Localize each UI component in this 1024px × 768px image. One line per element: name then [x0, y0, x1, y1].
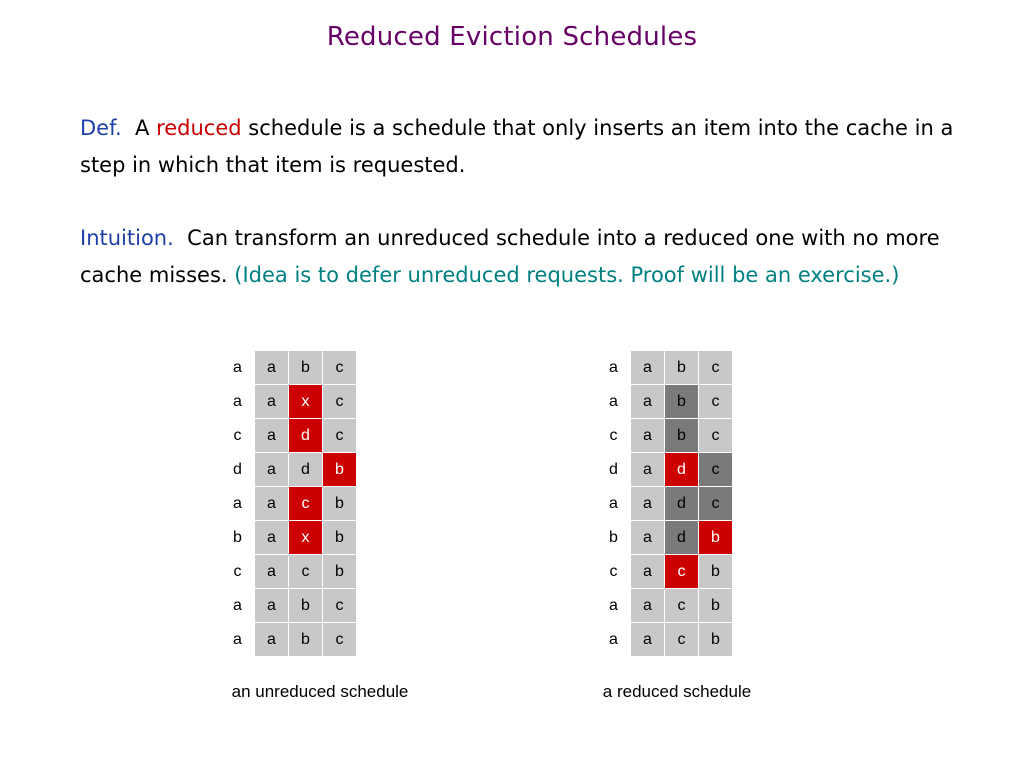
cache-cell: c — [699, 385, 733, 419]
schedule-row — [597, 589, 733, 623]
cache-cell: a — [255, 487, 289, 521]
schedule-row — [597, 385, 733, 419]
unreduced-schedule-table — [221, 350, 357, 657]
schedule-row — [597, 521, 733, 555]
definition-pre: A — [135, 116, 150, 140]
cache-cell: a — [631, 385, 665, 419]
cache-cell: c — [665, 589, 699, 623]
cache-cell: a — [255, 351, 289, 385]
slide-title: Reduced Eviction Schedules — [326, 22, 698, 52]
request-cell: d — [221, 453, 255, 487]
cache-cell: b — [289, 623, 323, 657]
cache-cell: c — [665, 623, 699, 657]
request-cell: a — [221, 351, 255, 385]
cache-cell: c — [323, 419, 357, 453]
schedule-row — [597, 419, 733, 453]
cache-cell: a — [255, 419, 289, 453]
cache-cell: c — [323, 623, 357, 657]
schedule-row — [597, 487, 733, 521]
cache-cell: d — [665, 453, 699, 487]
schedule-row — [221, 385, 357, 419]
cache-cell: b — [665, 419, 699, 453]
cache-cell: d — [665, 521, 699, 555]
request-cell: a — [597, 623, 631, 657]
cache-cell: d — [289, 419, 323, 453]
request-cell: c — [597, 419, 631, 453]
schedule-row — [221, 555, 357, 589]
request-cell: c — [221, 555, 255, 589]
schedule-row — [221, 589, 357, 623]
definition-paragraph — [80, 110, 960, 184]
cache-cell: b — [289, 589, 323, 623]
cache-cell: b — [289, 351, 323, 385]
request-cell: a — [221, 487, 255, 521]
cache-cell: b — [665, 351, 699, 385]
schedule-row — [221, 419, 357, 453]
cache-cell: a — [631, 487, 665, 521]
cache-cell: c — [289, 555, 323, 589]
cache-cell: a — [255, 521, 289, 555]
unreduced-schedule-caption: an unreduced schedule — [231, 682, 409, 701]
cache-cell: d — [665, 487, 699, 521]
definition-highlight: reduced — [156, 116, 242, 140]
cache-cell: a — [255, 385, 289, 419]
reduced-schedule-table — [597, 350, 733, 657]
request-cell: a — [221, 385, 255, 419]
cache-cell: c — [699, 351, 733, 385]
cache-cell: a — [631, 351, 665, 385]
intuition-note: (Idea is to defer unreduced requests. Proof will be an exercise.) — [234, 263, 900, 287]
cache-cell: c — [665, 555, 699, 589]
intuition-paragraph: Intuition. Can transform an unreduced schedule into a reduced one with no more cache misses. (Idea is to defer unreduced requests. Proof will be an exercise.) — [80, 226, 940, 287]
cache-cell: a — [631, 555, 665, 589]
request-cell: a — [597, 351, 631, 385]
request-cell: b — [221, 521, 255, 555]
request-cell: a — [597, 385, 631, 419]
cache-cell: b — [323, 453, 357, 487]
cache-cell: c — [699, 453, 733, 487]
request-cell: b — [597, 521, 631, 555]
cache-cell: c — [323, 589, 357, 623]
cache-cell: b — [323, 555, 357, 589]
cache-cell: a — [631, 521, 665, 555]
request-cell: a — [221, 623, 255, 657]
schedule-row — [597, 453, 733, 487]
reduced-schedule-caption: a reduced schedule — [602, 682, 752, 701]
cache-cell: a — [255, 589, 289, 623]
cache-cell: a — [631, 453, 665, 487]
request-cell: a — [597, 487, 631, 521]
intuition-text: Can transform an unreduced schedule into a reduced one with no more cache misses — [80, 226, 940, 287]
cache-cell: b — [665, 385, 699, 419]
cache-cell: b — [699, 623, 733, 657]
cache-cell: a — [631, 623, 665, 657]
request-cell: c — [597, 555, 631, 589]
cache-cell: c — [323, 351, 357, 385]
cache-cell: a — [255, 555, 289, 589]
cache-cell: b — [699, 521, 733, 555]
cache-cell: b — [323, 487, 357, 521]
request-cell: a — [597, 589, 631, 623]
schedule-row — [221, 351, 357, 385]
definition-label: Def. — [80, 116, 122, 140]
schedule-row — [221, 487, 357, 521]
schedule-row — [597, 555, 733, 589]
cache-cell: c — [323, 385, 357, 419]
cache-cell: c — [699, 419, 733, 453]
cache-cell: b — [323, 521, 357, 555]
schedule-row — [597, 623, 733, 657]
cache-cell: c — [289, 487, 323, 521]
cache-cell: b — [699, 555, 733, 589]
request-cell: c — [221, 419, 255, 453]
schedule-row — [221, 453, 357, 487]
cache-cell: a — [255, 453, 289, 487]
cache-cell: x — [289, 521, 323, 555]
cache-cell: a — [631, 589, 665, 623]
cache-cell: c — [699, 487, 733, 521]
cache-cell: d — [289, 453, 323, 487]
request-cell: d — [597, 453, 631, 487]
request-cell: a — [221, 589, 255, 623]
schedule-row — [221, 521, 357, 555]
schedule-row — [221, 623, 357, 657]
intuition-label: Intuition. — [80, 226, 174, 250]
cache-cell: a — [255, 623, 289, 657]
cache-cell: b — [699, 589, 733, 623]
cache-cell: a — [631, 419, 665, 453]
cache-cell: x — [289, 385, 323, 419]
definition-text: schedule is a schedule that only inserts an item into the cache in a step in which that item is requested. — [80, 116, 954, 177]
schedule-row — [597, 351, 733, 385]
